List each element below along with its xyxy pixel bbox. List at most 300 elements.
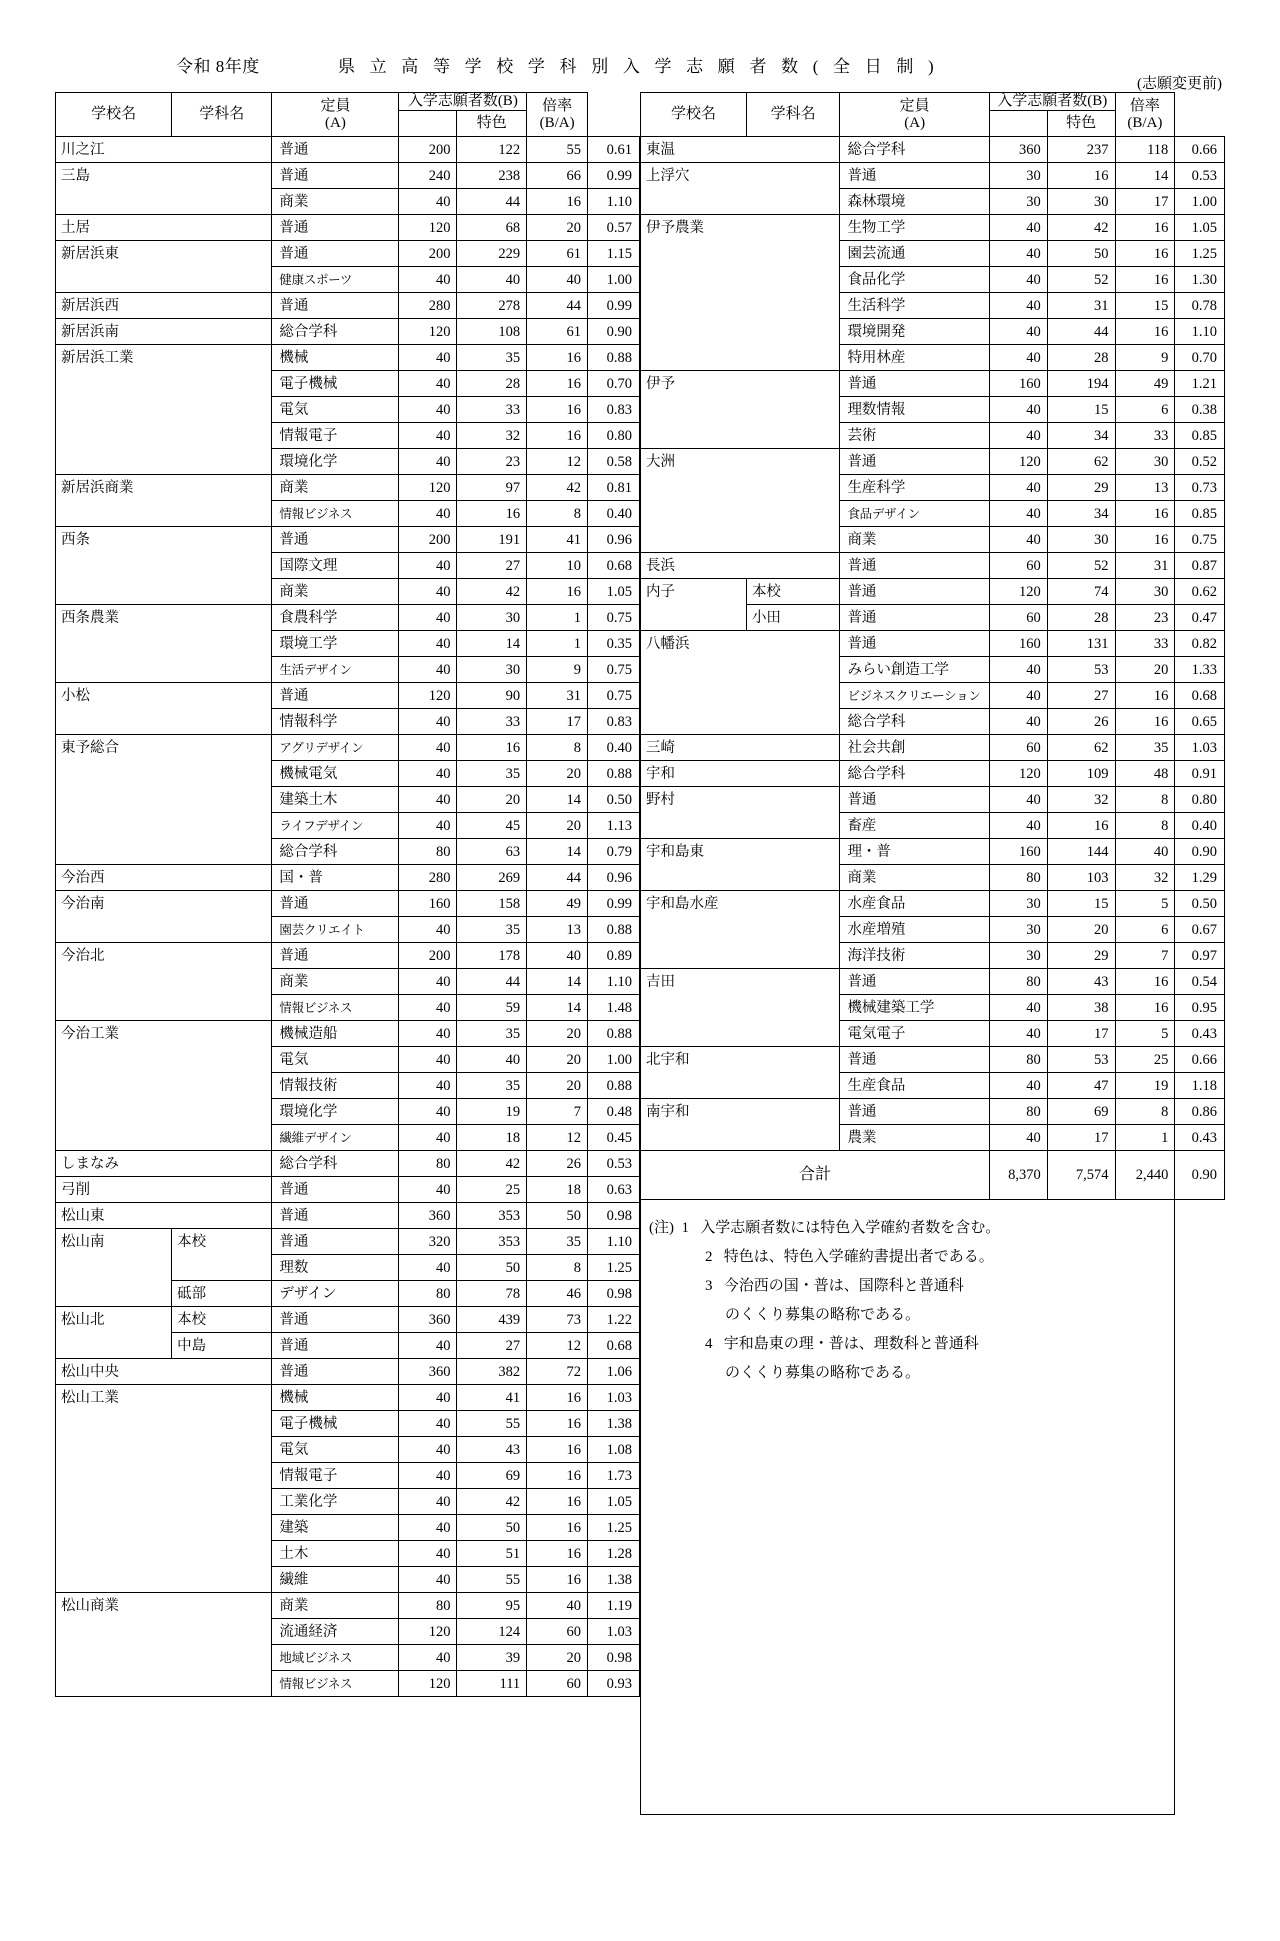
cell-ratio: 1.18 — [1175, 1073, 1225, 1099]
cell-special: 17 — [1115, 189, 1175, 215]
cell-special: 55 — [527, 137, 588, 163]
table-row — [56, 397, 640, 423]
cell-ratio: 0.53 — [588, 1151, 640, 1177]
cell-applicants: 26 — [1047, 709, 1115, 735]
cell-school — [56, 1333, 172, 1359]
cell-applicants: 124 — [457, 1619, 527, 1645]
cell-applicants: 18 — [457, 1125, 527, 1151]
cell-ratio: 0.99 — [588, 293, 640, 319]
cell-special: 16 — [527, 423, 588, 449]
cell-ratio: 1.03 — [588, 1385, 640, 1411]
cell-capacity: 40 — [399, 189, 457, 215]
cell-applicants: 111 — [457, 1671, 527, 1697]
table-row — [56, 1229, 640, 1255]
cell-school — [56, 657, 272, 683]
cell-capacity: 40 — [989, 787, 1047, 813]
cell-special: 16 — [527, 189, 588, 215]
header-row-1-right — [641, 93, 1225, 111]
cell-applicants: 47 — [1047, 1073, 1115, 1099]
cell-sub-campus: 砥部 — [172, 1281, 272, 1307]
subnote: (志願変更前) — [1137, 76, 1222, 92]
cell-applicants: 16 — [457, 735, 527, 761]
cell-capacity: 30 — [989, 189, 1047, 215]
table-row — [56, 371, 640, 397]
cell-capacity: 160 — [399, 891, 457, 917]
cell-capacity: 120 — [399, 475, 457, 501]
cell-school — [641, 657, 840, 683]
cell-school: 三崎 — [641, 735, 840, 761]
cell-department: 機械建築工学 — [840, 995, 989, 1021]
cell-ratio: 1.05 — [588, 1489, 640, 1515]
table-row — [641, 917, 1225, 943]
cell-applicants: 35 — [457, 345, 527, 371]
cell-special: 31 — [527, 683, 588, 709]
cell-ratio: 1.33 — [1175, 657, 1225, 683]
cell-department: 情報電子 — [272, 1463, 399, 1489]
cell-special: 16 — [527, 579, 588, 605]
cell-ratio: 1.08 — [588, 1437, 640, 1463]
cell-ratio: 0.40 — [588, 501, 640, 527]
cell-department: 総合学科 — [840, 137, 989, 163]
table-row — [56, 319, 640, 345]
cell-special: 14 — [527, 969, 588, 995]
cell-school: 北宇和 — [641, 1047, 840, 1073]
cell-school — [641, 813, 840, 839]
cell-department: 食品化学 — [840, 267, 989, 293]
cell-department: 園芸流通 — [840, 241, 989, 267]
cell-capacity: 40 — [989, 1073, 1047, 1099]
cell-school — [641, 995, 840, 1021]
note-line: (注) 1 入学志願者数には特色入学確約者数を含む。 — [649, 1220, 1001, 1236]
cell-department: 電子機械 — [272, 1411, 399, 1437]
table-row — [56, 605, 640, 631]
cell-capacity: 40 — [989, 995, 1047, 1021]
cell-capacity: 80 — [989, 1047, 1047, 1073]
cell-applicants: 44 — [457, 189, 527, 215]
cell-applicants: 62 — [1047, 735, 1115, 761]
cell-capacity: 40 — [399, 371, 457, 397]
cell-department: 畜産 — [840, 813, 989, 839]
col-school: 学校名 — [56, 93, 172, 137]
cell-school — [56, 631, 272, 657]
cell-ratio: 0.99 — [588, 891, 640, 917]
cell-special: 8 — [527, 501, 588, 527]
table-row — [641, 969, 1225, 995]
cell-special: 66 — [527, 163, 588, 189]
table-row — [641, 553, 1225, 579]
cell-department: 普通 — [840, 371, 989, 397]
cell-school — [641, 527, 840, 553]
cell-capacity: 40 — [989, 319, 1047, 345]
cell-special: 48 — [1115, 761, 1175, 787]
col-school-right: 学校名 — [641, 93, 747, 137]
cell-special: 7 — [527, 1099, 588, 1125]
cell-special: 14 — [527, 839, 588, 865]
cell-ratio: 0.58 — [588, 449, 640, 475]
cell-department: 理数情報 — [840, 397, 989, 423]
table-row — [56, 163, 640, 189]
cell-department: 機械電気 — [272, 761, 399, 787]
table-row — [641, 605, 1225, 631]
cell-capacity: 40 — [399, 579, 457, 605]
cell-special: 6 — [1115, 917, 1175, 943]
cell-school — [56, 839, 272, 865]
cell-department: 情報電子 — [272, 423, 399, 449]
cell-applicants: 20 — [457, 787, 527, 813]
cell-applicants: 28 — [1047, 605, 1115, 631]
cell-school: 新居浜西 — [56, 293, 272, 319]
cell-applicants: 14 — [457, 631, 527, 657]
cell-department: 環境化学 — [272, 449, 399, 475]
table-row — [641, 943, 1225, 969]
cell-school — [56, 1099, 272, 1125]
cell-school — [641, 319, 840, 345]
cell-capacity: 280 — [399, 865, 457, 891]
cell-special: 17 — [527, 709, 588, 735]
table-row — [56, 475, 640, 501]
table-row — [56, 761, 640, 787]
table-row — [56, 1567, 640, 1593]
cell-special: 20 — [527, 1073, 588, 1099]
cell-department: 水産食品 — [840, 891, 989, 917]
cell-ratio: 0.88 — [588, 345, 640, 371]
cell-capacity: 40 — [399, 631, 457, 657]
cell-department: 普通 — [272, 527, 399, 553]
cell-special: 44 — [527, 865, 588, 891]
cell-applicants: 30 — [1047, 527, 1115, 553]
cell-department: 情報技術 — [272, 1073, 399, 1099]
cell-school — [56, 1125, 272, 1151]
cell-special: 40 — [527, 1593, 588, 1619]
cell-applicants: 50 — [457, 1255, 527, 1281]
col-applicants-blank — [399, 111, 457, 137]
cell-ratio: 1.15 — [588, 241, 640, 267]
cell-applicants: 97 — [457, 475, 527, 501]
cell-capacity: 40 — [399, 1411, 457, 1437]
col-ratio-right — [1115, 93, 1175, 137]
cell-ratio: 0.48 — [588, 1099, 640, 1125]
cell-capacity: 40 — [399, 1125, 457, 1151]
cell-school — [641, 683, 840, 709]
cell-special: 49 — [1115, 371, 1175, 397]
cell-special: 12 — [527, 1333, 588, 1359]
cell-ratio: 1.05 — [1175, 215, 1225, 241]
cell-school — [56, 579, 272, 605]
table-row — [56, 1073, 640, 1099]
cell-capacity: 40 — [399, 1099, 457, 1125]
cell-department: 水産増殖 — [840, 917, 989, 943]
cell-applicants: 122 — [457, 137, 527, 163]
cell-capacity: 360 — [399, 1203, 457, 1229]
table-row — [641, 293, 1225, 319]
cell-applicants: 31 — [1047, 293, 1115, 319]
cell-school — [641, 293, 840, 319]
col-capacity-label-right: 定員 — [899, 97, 930, 114]
cell-school: 川之江 — [56, 137, 272, 163]
table-row — [641, 891, 1225, 917]
cell-special: 60 — [527, 1671, 588, 1697]
cell-school: 八幡浜 — [641, 631, 840, 657]
cell-school: 東温 — [641, 137, 840, 163]
cell-department: 商業 — [272, 579, 399, 605]
cell-ratio: 0.80 — [588, 423, 640, 449]
cell-applicants: 41 — [457, 1385, 527, 1411]
cell-ratio: 1.10 — [1175, 319, 1225, 345]
cell-capacity: 40 — [399, 267, 457, 293]
cell-applicants: 23 — [457, 449, 527, 475]
cell-special: 32 — [1115, 865, 1175, 891]
cell-ratio: 0.70 — [588, 371, 640, 397]
col-applicants-right: 入学志願者数(B) — [989, 93, 1115, 111]
cell-capacity: 80 — [399, 1281, 457, 1307]
cell-department: 海洋技術 — [840, 943, 989, 969]
table-row — [56, 1307, 640, 1333]
cell-department: 土木 — [272, 1541, 399, 1567]
cell-applicants: 34 — [1047, 423, 1115, 449]
table-row — [56, 345, 640, 371]
cell-applicants: 50 — [457, 1515, 527, 1541]
cell-department: ライフデザイン — [272, 813, 399, 839]
cell-department: 建築 — [272, 1515, 399, 1541]
cell-capacity: 40 — [399, 1645, 457, 1671]
table-row — [56, 449, 640, 475]
cell-department: 普通 — [272, 683, 399, 709]
cell-ratio: 1.25 — [1175, 241, 1225, 267]
cell-ratio: 0.53 — [1175, 163, 1225, 189]
cell-ratio: 0.83 — [588, 709, 640, 735]
cell-special: 20 — [527, 1021, 588, 1047]
table-row — [56, 943, 640, 969]
table-row — [56, 1021, 640, 1047]
cell-school — [56, 995, 272, 1021]
cell-ratio: 0.96 — [588, 527, 640, 553]
cell-special: 40 — [527, 267, 588, 293]
cell-department: 環境化学 — [272, 1099, 399, 1125]
cell-applicants: 53 — [1047, 657, 1115, 683]
cell-capacity: 40 — [989, 397, 1047, 423]
col-applicants: 入学志願者数(B) — [399, 93, 527, 111]
cell-department: 電気電子 — [840, 1021, 989, 1047]
cell-capacity: 40 — [399, 397, 457, 423]
cell-department: 普通 — [840, 1099, 989, 1125]
document-header — [0, 52, 1280, 82]
cell-applicants: 191 — [457, 527, 527, 553]
cell-applicants: 63 — [457, 839, 527, 865]
cell-ratio: 0.83 — [588, 397, 640, 423]
cell-special: 35 — [527, 1229, 588, 1255]
cell-special: 14 — [527, 995, 588, 1021]
note-line: のくくり募集の略称である。 — [725, 1307, 921, 1323]
table-row — [641, 1073, 1225, 1099]
cell-school — [56, 501, 272, 527]
cell-ratio: 1.22 — [588, 1307, 640, 1333]
cell-department: みらい創造工学 — [840, 657, 989, 683]
cell-ratio: 0.85 — [1175, 423, 1225, 449]
cell-school: 宇和 — [641, 761, 840, 787]
cell-school — [56, 423, 272, 449]
cell-special: 20 — [527, 761, 588, 787]
note-line: 2 特色は、特色入学確約書提出者である。 — [705, 1249, 994, 1265]
cell-school — [56, 761, 272, 787]
table-row — [56, 1593, 640, 1619]
cell-department: 商業 — [272, 475, 399, 501]
cell-department: 社会共創 — [840, 735, 989, 761]
cell-applicants: 382 — [457, 1359, 527, 1385]
note-line: 3 今治西の国・普は、国際科と普通科 — [705, 1278, 964, 1294]
cell-applicants: 44 — [457, 969, 527, 995]
note-line: 4 宇和島東の理・普は、理数科と普通科 — [705, 1336, 979, 1352]
cell-applicants: 50 — [1047, 241, 1115, 267]
table-row — [56, 1255, 640, 1281]
cell-school — [641, 397, 840, 423]
table-row — [56, 865, 640, 891]
table-row — [641, 1021, 1225, 1047]
cell-department: 森林環境 — [840, 189, 989, 215]
cell-special: 7 — [1115, 943, 1175, 969]
table-row — [56, 527, 640, 553]
cell-department: デザイン — [272, 1281, 399, 1307]
cell-capacity: 120 — [989, 579, 1047, 605]
cell-capacity: 40 — [989, 1021, 1047, 1047]
cell-capacity: 200 — [399, 137, 457, 163]
cell-special: 16 — [527, 1541, 588, 1567]
cell-school: 松山商業 — [56, 1593, 272, 1619]
cell-applicants: 158 — [457, 891, 527, 917]
cell-capacity: 120 — [399, 1671, 457, 1697]
cell-special: 20 — [1115, 657, 1175, 683]
cell-department: アグリデザイン — [272, 735, 399, 761]
table-row — [56, 657, 640, 683]
cell-department: 普通 — [272, 891, 399, 917]
cell-department: 地域ビジネス — [272, 1645, 399, 1671]
cell-applicants: 74 — [1047, 579, 1115, 605]
cell-school — [56, 1671, 272, 1697]
cell-ratio: 1.29 — [1175, 865, 1225, 891]
cell-school — [56, 267, 272, 293]
cell-ratio: 0.98 — [588, 1281, 640, 1307]
table-row — [56, 735, 640, 761]
table-row — [641, 787, 1225, 813]
table-row — [56, 1489, 640, 1515]
cell-special: 18 — [527, 1177, 588, 1203]
cell-special: 16 — [527, 1515, 588, 1541]
cell-special: 16 — [527, 371, 588, 397]
cell-ratio: 1.10 — [588, 969, 640, 995]
cell-capacity: 40 — [989, 1125, 1047, 1151]
cell-department: 環境工学 — [272, 631, 399, 657]
cell-ratio: 1.05 — [588, 579, 640, 605]
cell-capacity: 360 — [399, 1359, 457, 1385]
cell-ratio: 1.00 — [1175, 189, 1225, 215]
cell-school — [56, 189, 272, 215]
table-row — [641, 1047, 1225, 1073]
cell-capacity: 40 — [399, 1385, 457, 1411]
cell-capacity: 120 — [399, 1619, 457, 1645]
cell-applicants: 16 — [457, 501, 527, 527]
cell-department: 普通 — [272, 1307, 399, 1333]
cell-special: 12 — [527, 1125, 588, 1151]
table-row — [641, 865, 1225, 891]
cell-capacity: 120 — [399, 319, 457, 345]
table-row — [641, 163, 1225, 189]
cell-capacity: 60 — [989, 553, 1047, 579]
cell-sub-campus: 本校 — [746, 579, 840, 605]
table-row — [56, 969, 640, 995]
table-row — [641, 683, 1225, 709]
cell-department: 食品デザイン — [840, 501, 989, 527]
cell-school: 新居浜工業 — [56, 345, 272, 371]
table-row — [641, 189, 1225, 215]
cell-school: 三島 — [56, 163, 272, 189]
cell-special: 5 — [1115, 891, 1175, 917]
cell-capacity: 160 — [989, 839, 1047, 865]
cell-capacity: 120 — [989, 761, 1047, 787]
cell-ratio: 1.25 — [588, 1255, 640, 1281]
cell-ratio: 0.88 — [588, 917, 640, 943]
table-row — [56, 839, 640, 865]
col-applicants-blank-right — [989, 111, 1047, 137]
table-row — [56, 423, 640, 449]
cell-applicants: 28 — [1047, 345, 1115, 371]
table-row — [56, 1437, 640, 1463]
cell-department: 総合学科 — [272, 839, 399, 865]
cell-special: 16 — [527, 345, 588, 371]
cell-applicants: 42 — [1047, 215, 1115, 241]
cell-department: 機械造船 — [272, 1021, 399, 1047]
col-capacity-sub-right: (A) — [904, 114, 926, 131]
col-department-right: 学科名 — [746, 93, 840, 137]
cell-special: 16 — [1115, 241, 1175, 267]
cell-school: 松山北 — [56, 1307, 172, 1333]
cell-ratio: 1.19 — [588, 1593, 640, 1619]
cell-total-ratio: 0.90 — [1175, 1151, 1225, 1200]
cell-school — [641, 1073, 840, 1099]
cell-special: 49 — [527, 891, 588, 917]
cell-applicants: 34 — [1047, 501, 1115, 527]
cell-department: 理数 — [272, 1255, 399, 1281]
cell-capacity: 80 — [399, 1151, 457, 1177]
cell-ratio: 0.73 — [1175, 475, 1225, 501]
table-row — [56, 1047, 640, 1073]
cell-capacity: 40 — [399, 735, 457, 761]
table-row — [641, 475, 1225, 501]
cell-department: 生産食品 — [840, 1073, 989, 1099]
cell-special: 13 — [527, 917, 588, 943]
cell-ratio: 0.90 — [1175, 839, 1225, 865]
table-row — [641, 241, 1225, 267]
cell-special: 16 — [1115, 683, 1175, 709]
cell-applicants: 16 — [1047, 163, 1115, 189]
table-row — [56, 1125, 640, 1151]
table-row — [56, 1151, 640, 1177]
notes-block — [641, 1200, 1175, 1815]
cell-applicants: 52 — [1047, 267, 1115, 293]
cell-school: 伊予 — [641, 371, 840, 397]
total-row — [641, 1151, 1225, 1200]
cell-department: 電気 — [272, 397, 399, 423]
cell-applicants: 35 — [457, 1021, 527, 1047]
cell-applicants: 59 — [457, 995, 527, 1021]
table-row — [641, 527, 1225, 553]
cell-capacity: 360 — [399, 1307, 457, 1333]
col-capacity-right — [840, 93, 989, 137]
note-line: のくくり募集の略称である。 — [725, 1365, 921, 1381]
cell-ratio: 0.50 — [588, 787, 640, 813]
col-capacity — [272, 93, 399, 137]
cell-special: 1 — [527, 605, 588, 631]
cell-ratio: 0.80 — [1175, 787, 1225, 813]
col-ratio-sub-right: (B/A) — [1127, 114, 1163, 131]
